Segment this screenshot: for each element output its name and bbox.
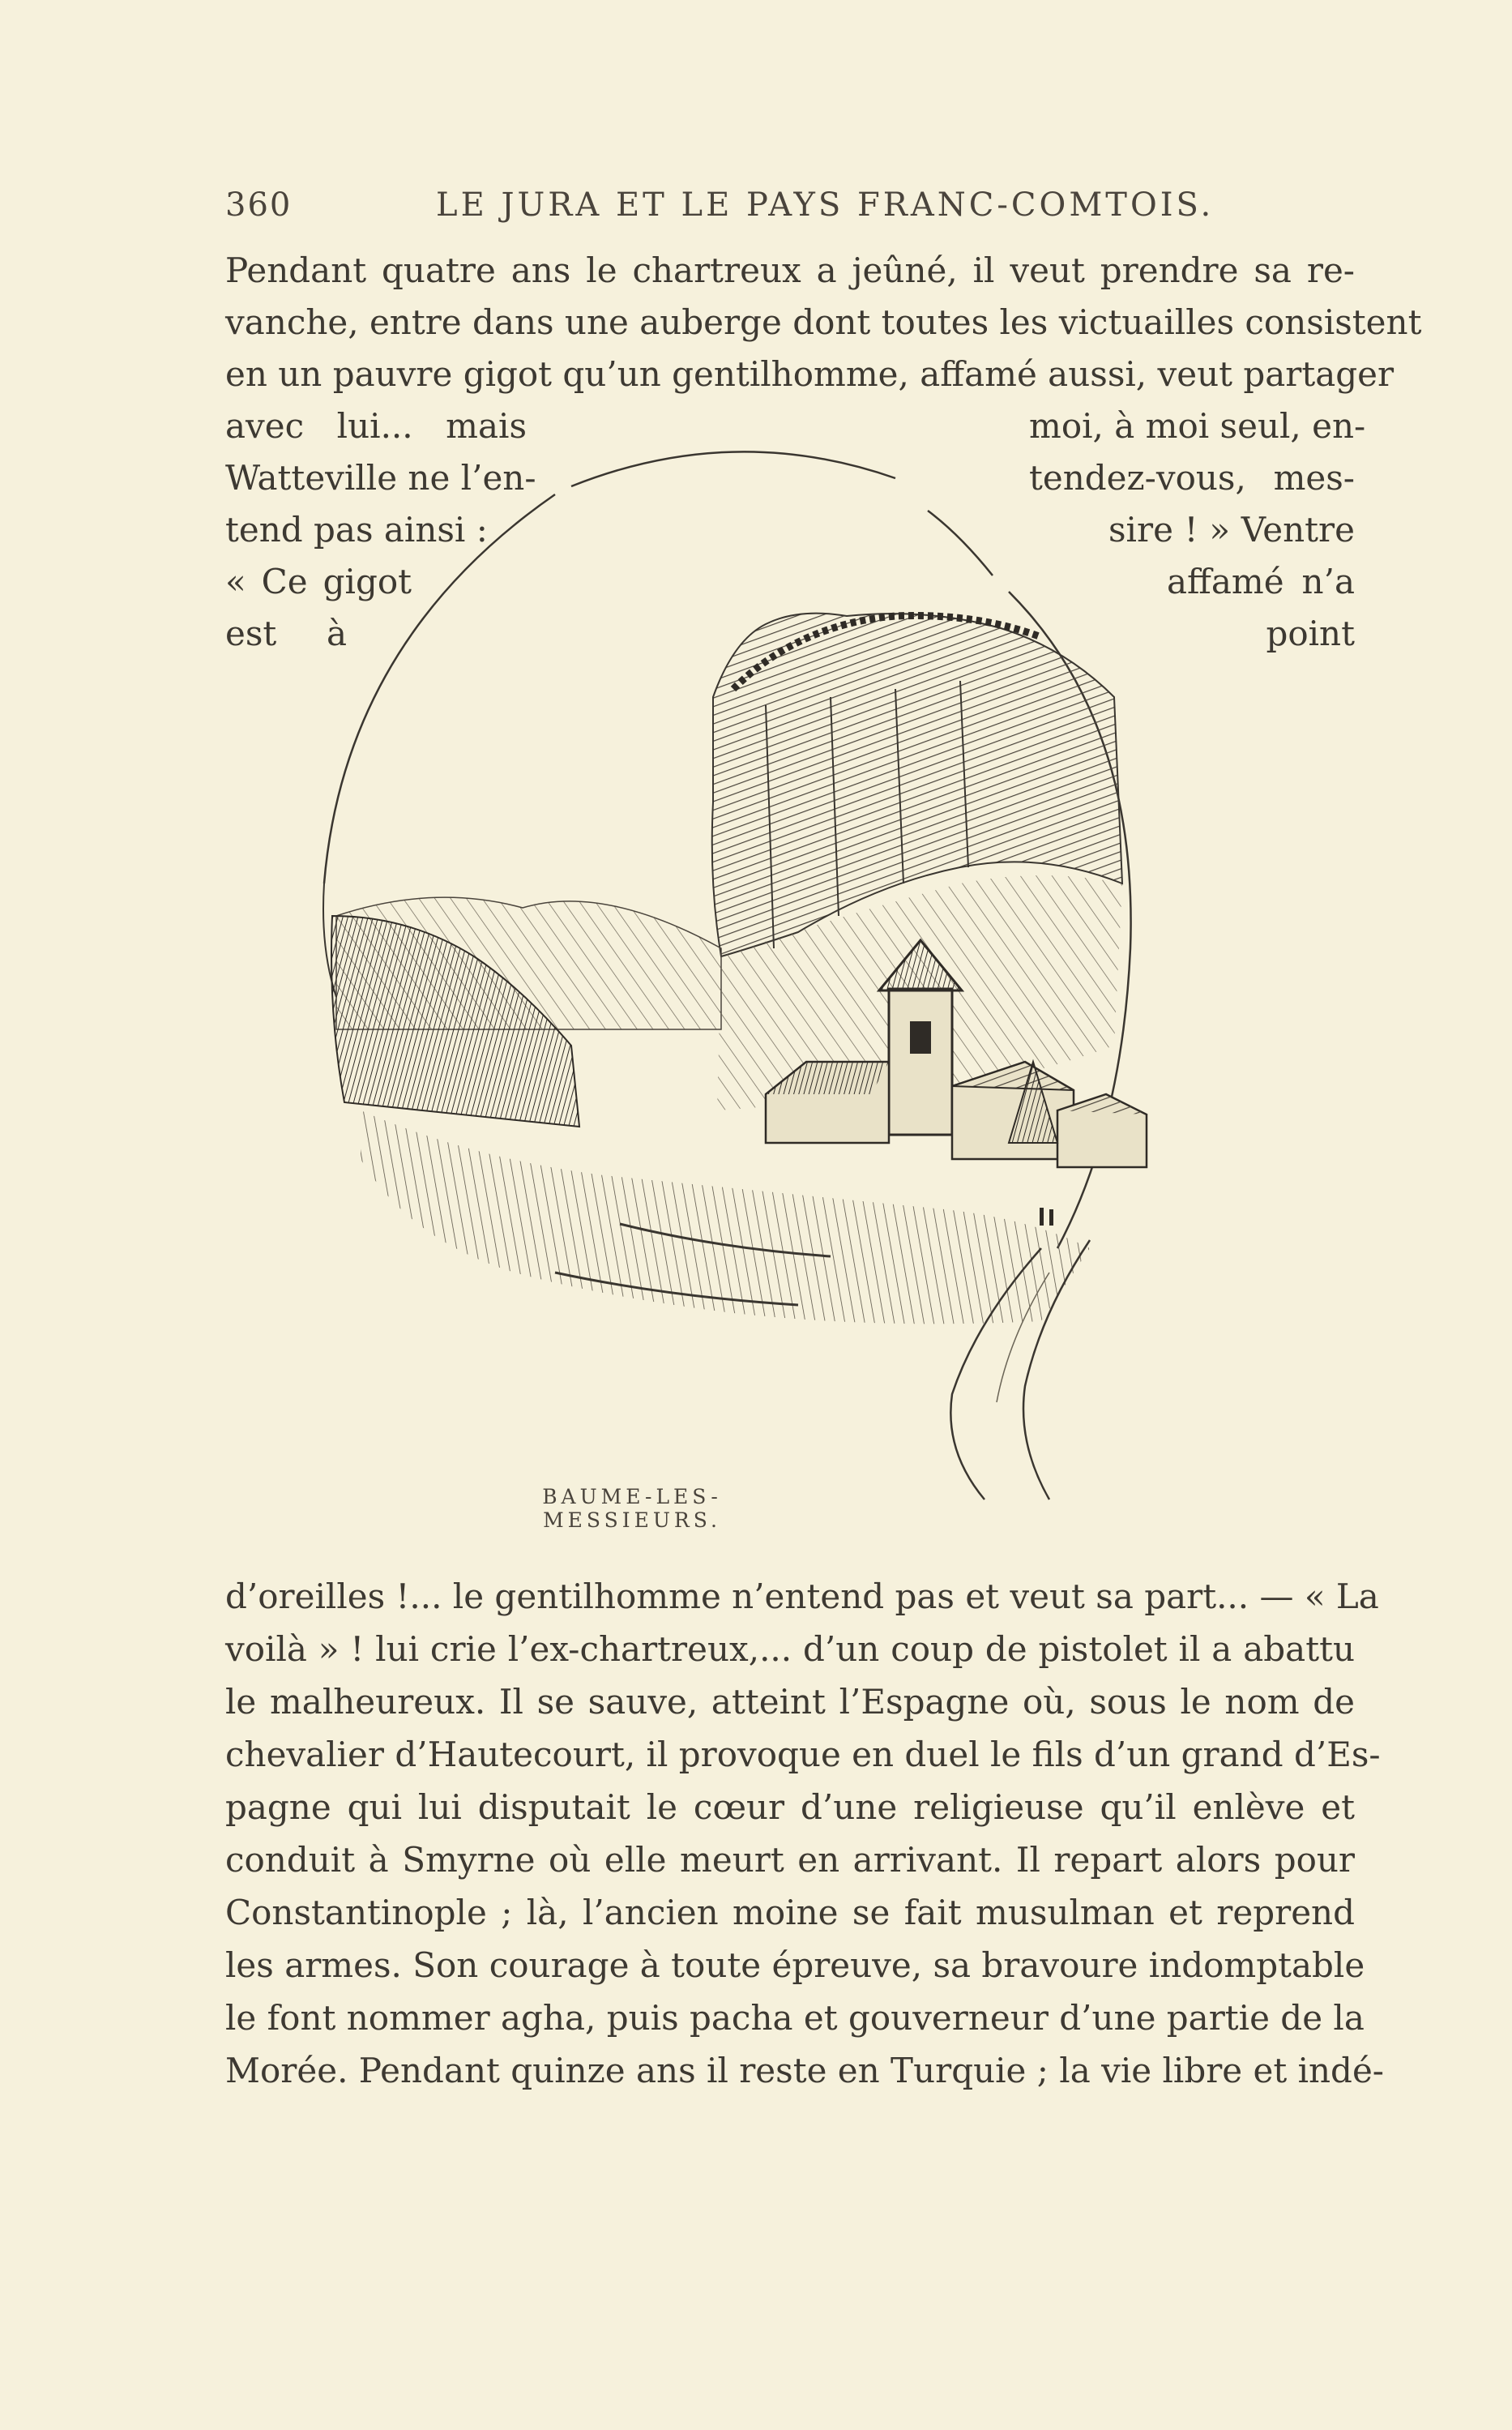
text-line: Constantinople ; là, l’ancien moine se fait musulman et reprend	[225, 1893, 1355, 1932]
running-title: LE JURA ET LE PAYS FRANC-COMTOIS.	[436, 186, 1215, 224]
text-line-left: avec lui... mais	[225, 406, 527, 446]
text-line-right: tendez-vous, mes-	[1029, 458, 1355, 498]
text-line-right: affamé n’a	[1167, 562, 1355, 601]
text-line: en un pauvre gigot qu’un gentilhomme, affamé aussi, veut partager	[225, 354, 1395, 394]
text-line-left: tend pas ainsi :	[225, 510, 488, 550]
text-line-right: sire ! » Ventre	[1108, 510, 1355, 550]
text-line-left: « Ce gigot	[225, 562, 412, 601]
text-line-right: point	[1266, 614, 1355, 653]
text-line: chevalier d’Hautecourt, il provoque en duel le fils d’un grand d’Es-	[225, 1735, 1381, 1774]
text-line: pagne qui lui disputait le cœur d’une religieuse qu’il enlève et	[225, 1787, 1355, 1827]
text-line: le font nommer agha, puis pacha et gouverneur d’une partie de la	[225, 1998, 1365, 2038]
text-line: vanche, entre dans une auberge dont toutes les victuailles consistent	[225, 302, 1422, 342]
engraving-illustration	[312, 430, 1276, 1532]
text-line: voilà » ! lui crie l’ex-chartreux,... d’un coup de pistolet il a abattu	[225, 1629, 1355, 1669]
illustration-caption: BAUME-LES-MESSIEURS.	[542, 1485, 722, 1532]
text-line: les armes. Son courage à toute épreuve, sa bravoure indomptable	[225, 1945, 1365, 1985]
text-line-left: est à	[225, 614, 347, 653]
text-line: Pendant quatre ans le chartreux a jeûné, il veut prendre sa re-	[225, 250, 1355, 290]
text-line: Morée. Pendant quinze ans il reste en Turquie ; la vie libre et indé-	[225, 2051, 1384, 2090]
text-line: conduit à Smyrne où elle meurt en arrivant. Il repart alors pour	[225, 1840, 1355, 1880]
text-line-right: moi, à moi seul, en-	[1029, 406, 1366, 446]
page-number: 360	[225, 186, 293, 224]
text-line-left: Watteville ne l’en-	[225, 458, 536, 498]
text-line: le malheureux. Il se sauve, atteint l’Espagne où, sous le nom de	[225, 1682, 1355, 1722]
page-header	[225, 186, 1360, 235]
text-line: d’oreilles !... le gentilhomme n’entend pas et veut sa part... — « La	[225, 1577, 1379, 1616]
